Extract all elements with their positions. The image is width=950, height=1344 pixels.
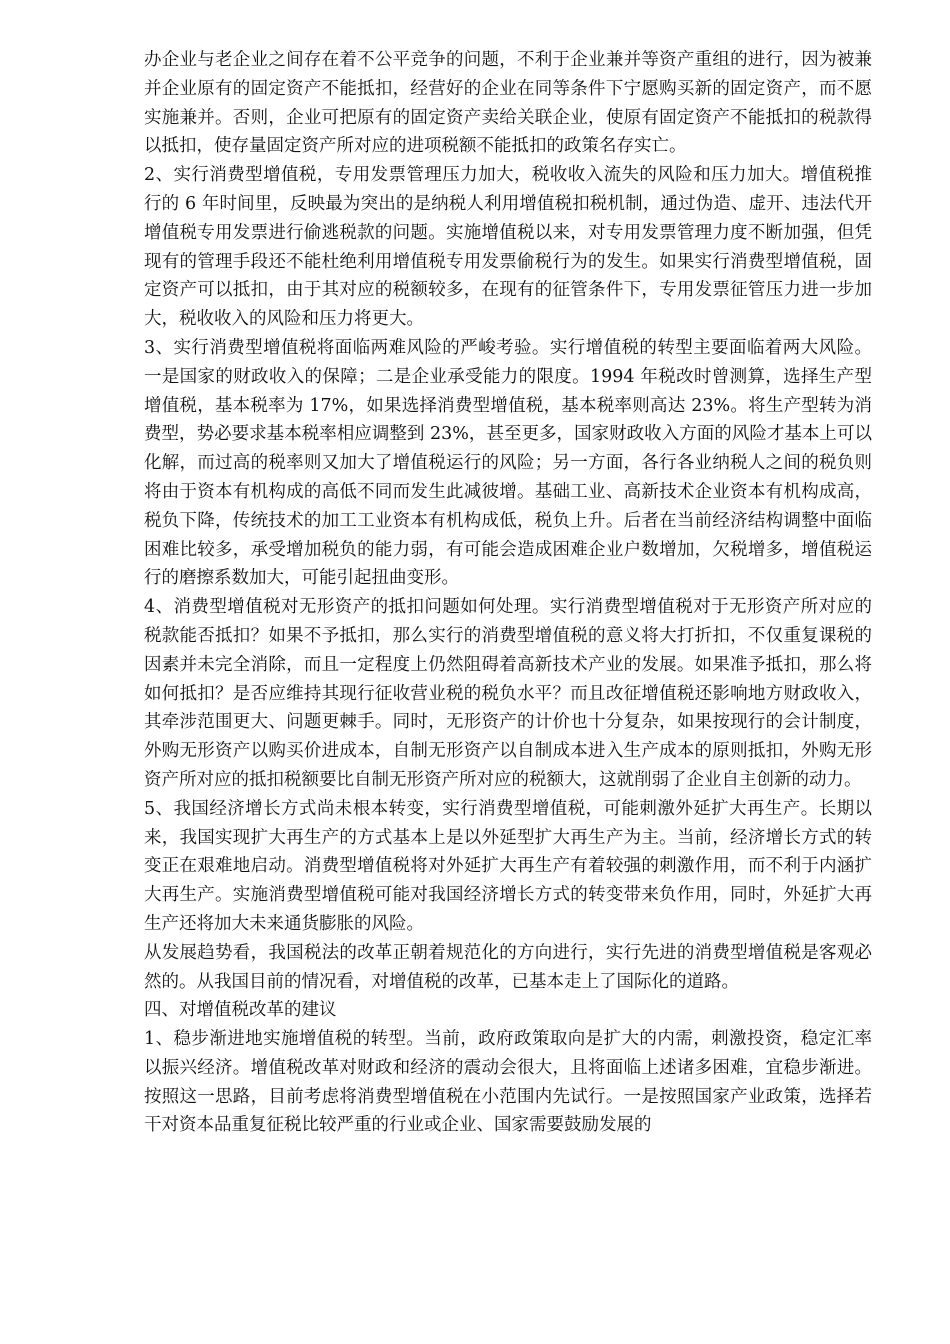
paragraph-point-4: 4、消费型增值税对无形资产的抵扣问题如何处理。实行消费型增值税对于无形资产所对应的税款能否抵扣？如果不予抵扣，那么实行的消费型增值税的意义将大打折扣，不仅重复课税的因素并未完全消除，而且一定程度上仍然阻碍着高新技术产业的发展。如果准予抵扣，那么将如何抵扣？是否应维持其现行征收营业税的税负水平？而且改征增值税还影响地方财政收入，其牵涉范围更大、问题更棘手。同时，无形资产的计价也十分复杂，如果按现行的会计制度，外购无形资产以购买价进成本，自制无形资产以自制成本进入生产成本的原则抵扣，外购无形资产所对应的抵扣税额要比自制无形资产所对应的税额大，这就削弱了企业自主创新的动力。	[144, 597, 872, 790]
paragraph-point-3: 3、实行消费型增值税将面临两难风险的严峻考验。实行增值税的转型主要面临着两大风险。一是国家的财政收入的保障；二是企业承受能力的限度。1994 年税改时曾测算，选择生产型增值税，基本税率为 17%，如果选择消费型增值税，基本税率则高达 23%。将生产型转为消费型，势必要求基本税率相应调整到 23%，甚至更多，国家财政收入方面的风险才基本上可以化解，而过高的税率则又加大了增值税运行的风险；另一方面，各行各业纳税人之间的税负则将由于资本有机构成的高低不同而发生此减彼增。基础工业、高新技术企业资本有机构成高，税负下降，传统技术的加工工业资本有机构成低，税负上升。后者在当前经济结构调整中面临困难比较多，承受增加税负的能力弱，有可能会造成困难企业户数增加，欠税增多，增值税运行的磨擦系数加大，可能引起扭曲变形。	[144, 337, 872, 589]
section-heading: 四、对增值税改革的建议	[144, 1000, 337, 1021]
paragraph-point-5: 5、我国经济增长方式尚未根本转变，实行消费型增值税，可能刺激外延扩大再生产。长期以来，我国实现扩大再生产的方式基本上是以外延型扩大再生产为主。当前，经济增长方式的转变正在艰难地启动。消费型增值税将对外延扩大再生产有着较强的刺激作用，而不利于内涵扩大再生产。实施消费型增值税可能对我国经济增长方式的转变带来负作用，同时，外延扩大再生产还将加大未来通货膨胀的风险。	[144, 798, 872, 934]
paragraph-conclusion: 从发展趋势看，我国税法的改革正朝着规范化的方向进行，实行先进的消费型增值税是客观必然的。从我国目前的情况看，对增值税的改革，已基本走上了国际化的道路。	[144, 942, 872, 992]
document-body	[144, 46, 872, 1140]
paragraph-point-2: 2、实行消费型增值税，专用发票管理压力加大，税收收入流失的风险和压力加大。增值税推行的 6 年时间里，反映最为突出的是纳税人利用增值税扣税机制，通过伪造、虚开、违法代开增值税专用发票进行偷逃税款的问题。实施增值税以来，对专用发票管理力度不断加强，但凭现有的管理手段还不能杜绝利用增值税专用发票偷税行为的发生。如果实行消费型增值税，固定资产可以抵扣，由于其对应的税额较多，在现有的征管条件下，专用发票征管压力进一步加大，税收收入的风险和压力将更大。	[144, 165, 872, 330]
paragraph-continuation: 办企业与老企业之间存在着不公平竞争的问题，不利于企业兼并等资产重组的进行，因为被兼并企业原有的固定资产不能抵扣，经营好的企业在同等条件下宁愿购买新的固定资产，而不愿实施兼并。否则，企业可把原有的固定资产卖给关联企业，使原有固定资产不能抵扣的税款得以抵扣，使存量固定资产所对应的进项税额不能抵扣的政策名存实亡。	[144, 50, 872, 157]
paragraph-suggestion-1: 1、稳步渐进地实施增值税的转型。当前，政府政策取向是扩大的内需，刺激投资，稳定汇率以振兴经济。增值税改革对财政和经济的震动会很大，且将面临上述诸多困难，宜稳步渐进。按照这一思路，目前考虑将消费型增值税在小范围内先试行。一是按照国家产业政策，选择若干对资本品重复征税比较严重的行业或企业、国家需要鼓励发展的	[144, 1029, 872, 1136]
